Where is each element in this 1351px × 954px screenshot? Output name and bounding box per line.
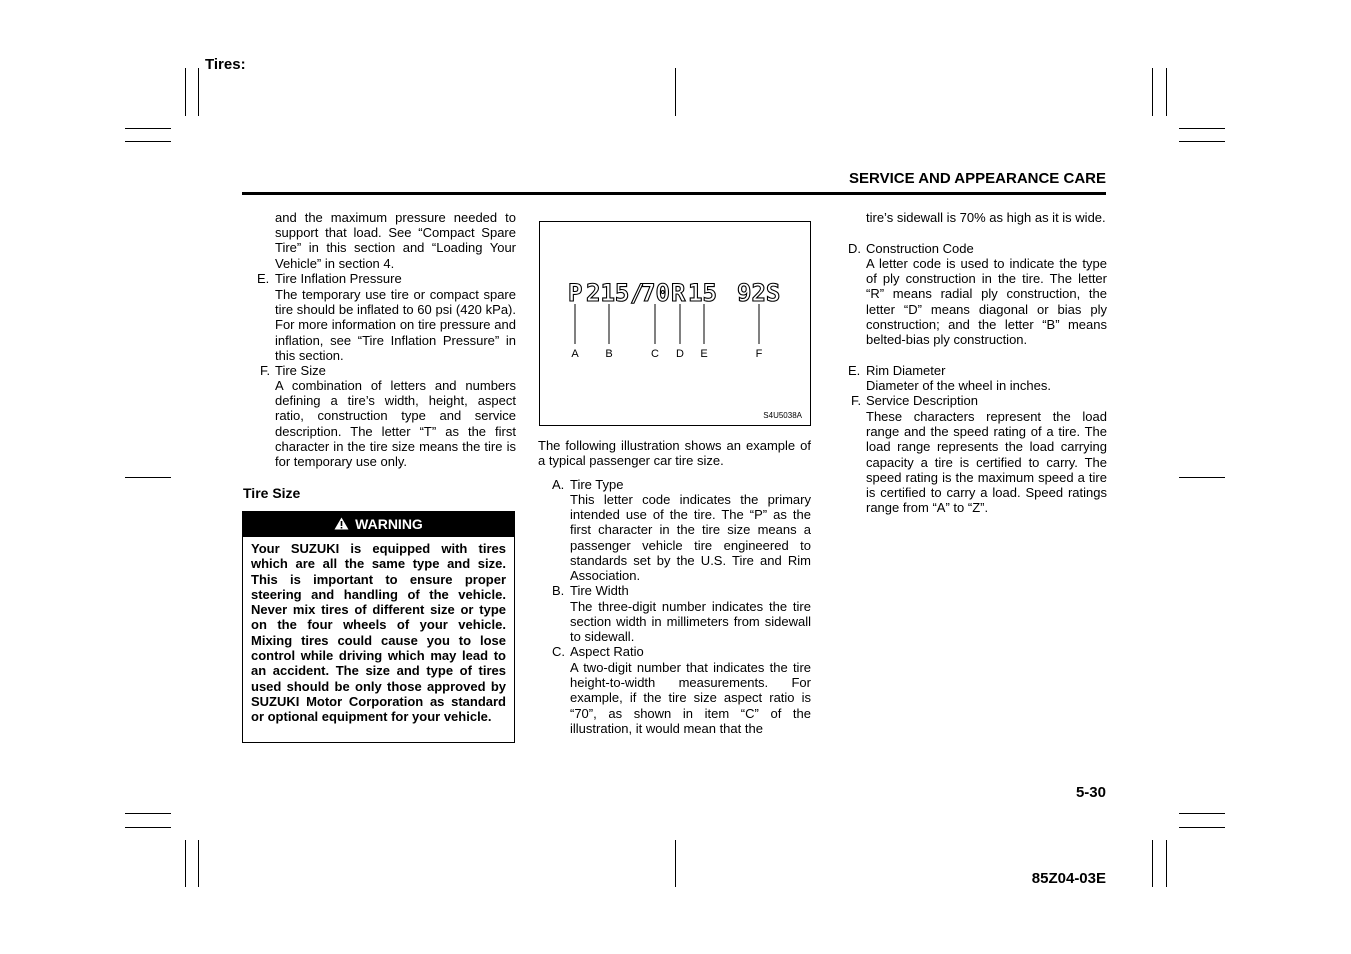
item-letter: E. — [257, 271, 270, 286]
item-title: Tire Size — [275, 363, 326, 378]
item-title: Aspect Ratio — [570, 644, 644, 659]
document-code: 85Z04-03E — [1031, 870, 1106, 887]
item-text: A combination of letters and numbers defining a tire’s width, height, aspect ratio, construction type and service description. The letter “T” as the first character in the tire size means the tire is for temporary use only. — [275, 378, 516, 470]
subheading: Tire Size — [243, 485, 301, 501]
item-text: A letter code is used to indicate the type of ply construction in the tire. The letter “R” means radial ply construction, the letter “D” means diagonal or bias ply construction; and the letter “B” means belted-bias ply construction. — [866, 256, 1107, 348]
item-letter: B. — [552, 583, 565, 598]
item-letter: A. — [552, 477, 565, 492]
item-title: Rim Diameter — [866, 363, 946, 378]
continued-text: and the maximum pressure needed to support that load. See “Compact Spare Tire” in this section and “Loading Your Vehicle” in section 4. — [275, 210, 516, 271]
tire-code-width: 215 — [586, 279, 630, 307]
item-title: Tire Width — [570, 583, 629, 598]
section-label: Tires: — [205, 56, 246, 73]
tire-size-diagram — [540, 222, 810, 425]
item-letter: F. — [260, 363, 271, 378]
item-letter: E. — [848, 363, 861, 378]
item-letter: C. — [552, 644, 565, 659]
warning-box — [242, 511, 515, 743]
tire-code-ratio: 70 — [641, 279, 670, 307]
item-title: Tire Type — [570, 477, 624, 492]
warning-header — [243, 512, 514, 537]
tire-size-illustration — [539, 221, 811, 426]
item-letter: D. — [848, 241, 861, 256]
header-rule — [242, 192, 1106, 195]
item-text: Diameter of the wheel in inches. — [866, 378, 1051, 393]
chapter-title: SERVICE AND APPEARANCE CARE — [849, 170, 1106, 187]
item-text: The three-digit number indicates the tire section width in millimeters from sidewall to sidewall. — [570, 599, 811, 645]
item-title: Construction Code — [866, 241, 974, 256]
callout-label-a: A — [571, 348, 579, 360]
tire-code-rim: 15 — [688, 279, 717, 307]
tire-code-p: P — [568, 279, 583, 307]
item-text: The temporary use tire or compact spare tire should be inflated to 60 psi (420 kPa). For more information on tire pressure and inflation, see “Tire Inflation Pressure” in this section. — [275, 287, 516, 363]
callout-label-b: B — [605, 348, 613, 360]
warning-text: Your SUZUKI is equipped with tires which are all the same type and size. This is important to ensure proper steering and handling of the vehicle. Never mix tires of different size or type on the four wheels of your vehicle. Mixing tires could cause you to lose control while driving which may lead to an accident. The size and type of tires used should be only those approved by SUZUKI Motor Corporation as standard or optional equipment for your vehicle. — [251, 541, 506, 725]
callout-label-d: D — [676, 348, 684, 360]
item-text: This letter code indicates the primary intended use of the tire. The “P” as the first character in the tire size means a passenger vehicle tire engineered to standards set by the U.S. Tire and Rim Association. — [570, 492, 811, 584]
callout-label-c: C — [651, 348, 659, 360]
tire-code-service: 92S — [737, 279, 781, 307]
item-text: A two-digit number that indicates the tire height-to-width measurements. For example, if the tire size aspect ratio is “70”, as shown in item “C” of the illustration, it would mean that the — [570, 660, 811, 736]
tire-code-r: R — [671, 279, 686, 307]
item-letter: F. — [851, 393, 862, 408]
item-title: Service Description — [866, 393, 978, 408]
callout-label-e: E — [700, 348, 708, 360]
page-number: 5-30 — [1075, 784, 1106, 801]
callout-label-f: F — [755, 348, 763, 360]
tire-code-slash: / — [630, 279, 645, 307]
warning-triangle-icon — [334, 517, 349, 530]
item-title: Tire Inflation Pressure — [275, 271, 402, 286]
continued-text: tire’s sidewall is 70% as high as it is wide. — [866, 210, 1106, 225]
item-text: These characters represent the load range and the speed rating of a tire. The load range represents the load carrying capacity a tire is certified to carry. The speed rating is the maximum speed a tire is certified to carry a load. Speed ratings range from “A” to “Z”. — [866, 409, 1107, 516]
figure-id: S4U5038A — [763, 411, 802, 420]
figure-intro: The following illustration shows an example of a typical passenger car tire size. — [538, 438, 811, 469]
warning-title: WARNING — [355, 516, 423, 532]
